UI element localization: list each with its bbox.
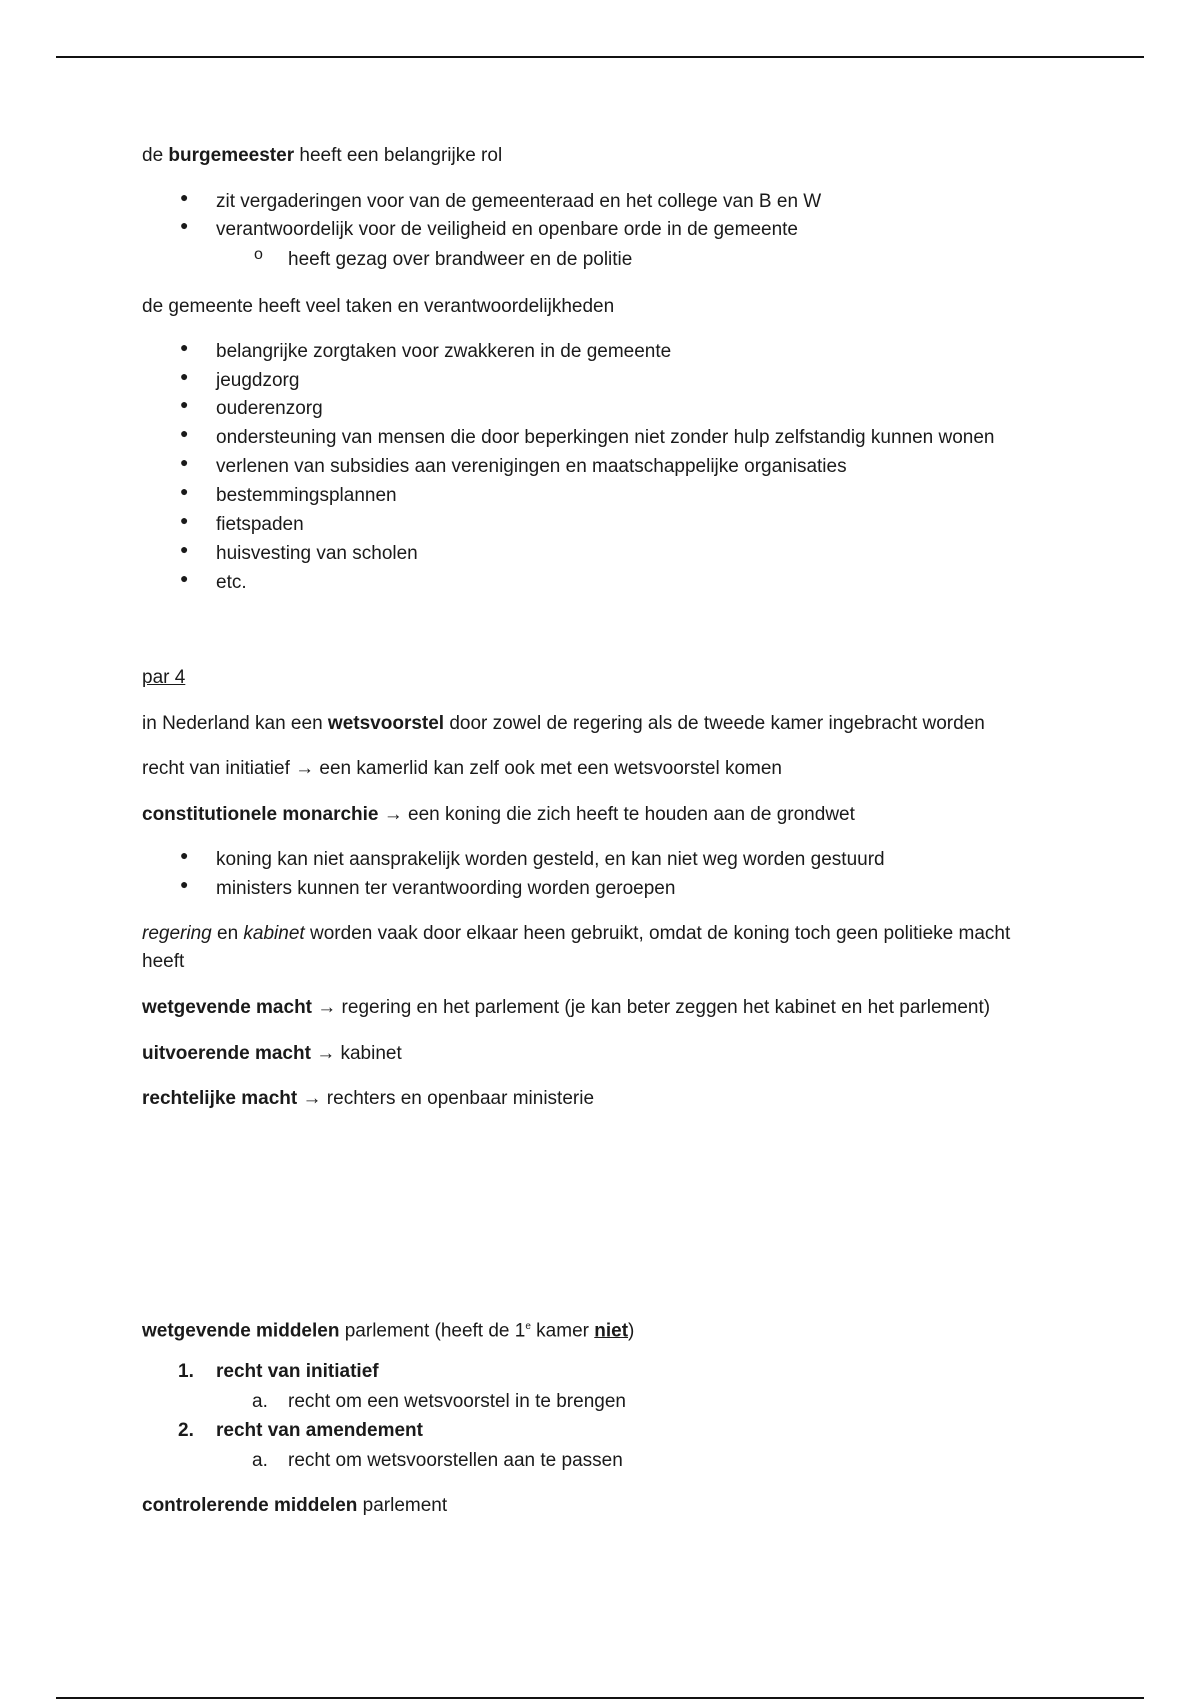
lettered-item-text: recht om wetsvoorstellen aan te passen — [288, 1450, 623, 1471]
numbered-item-label: recht van amendement — [216, 1420, 423, 1441]
paragraph-constitutionele-monarchie: constitutionele monarchie → een koning die zich heeft te houden aan de grondwet — [142, 804, 855, 825]
list-item: verantwoordelijk voor de veiligheid en openbare orde in de gemeente — [216, 219, 798, 240]
list-item: ondersteuning van mensen die door beperkingen niet zonder hulp zelfstandig kunnen wonen — [216, 427, 995, 448]
bullet-icon: ● — [180, 425, 189, 441]
paragraph-recht-van-initiatief: recht van initiatief → een kamerlid kan zelf ook met een wetsvoorstel komen — [142, 758, 782, 779]
lettered-item-letter: a. — [252, 1450, 268, 1471]
lettered-item-text: recht om een wetsvoorstel in te brengen — [288, 1391, 626, 1412]
bullet-icon: ● — [180, 483, 189, 499]
bottom-rule — [56, 1697, 1144, 1699]
bullet-icon: ● — [180, 189, 189, 205]
list-item: zit vergaderingen voor van de gemeenteraad en het college van B en W — [216, 191, 822, 212]
list-item: ouderenzorg — [216, 398, 323, 419]
bullet-icon: ● — [180, 454, 189, 470]
lettered-item-letter: a. — [252, 1391, 268, 1412]
paragraph-uitvoerende-macht: uitvoerende macht → kabinet — [142, 1043, 402, 1064]
paragraph-rechtelijke-macht: rechtelijke macht → rechters en openbaar ministerie — [142, 1088, 595, 1109]
list-item: huisvesting van scholen — [216, 543, 418, 564]
bullet-icon: ● — [180, 368, 189, 384]
bullet-icon: ● — [180, 217, 189, 233]
paragraph-regering-kabinet: regering en kabinet worden vaak door elkaar heen gebruikt, omdat de koning toch geen politieke macht heeft — [142, 923, 1011, 972]
list-item: jeugdzorg — [216, 370, 300, 391]
list-subitem: heeft gezag over brandweer en de politie — [288, 249, 633, 270]
circle-bullet-icon: o — [254, 246, 263, 263]
list-item: etc. — [216, 572, 247, 593]
bullet-icon: ● — [180, 339, 189, 355]
paragraph-wetgevende-middelen: wetgevende middelen parlement (heeft de 1e kamer niet) — [142, 1320, 635, 1342]
paragraph-wetgevende-macht: wetgevende macht → regering en het parlement (je kan beter zeggen het kabinet en het parlement) — [142, 997, 991, 1018]
top-rule — [56, 56, 1144, 58]
section-heading: par 4 — [142, 667, 186, 688]
list-item: belangrijke zorgtaken voor zwakkeren in de gemeente — [216, 341, 672, 362]
paragraph-burgemeester: de burgemeester heeft een belangrijke rol — [142, 145, 503, 166]
paragraph-wetsvoorstel: in Nederland kan een wetsvoorstel door zowel de regering als de tweede kamer ingebracht worden — [142, 713, 985, 734]
bullet-icon: ● — [180, 512, 189, 528]
bullet-icon: ● — [180, 541, 189, 557]
bullet-icon: ● — [180, 396, 189, 412]
numbered-item-label: recht van initiatief — [216, 1361, 379, 1382]
bullet-icon: ● — [180, 847, 189, 863]
numbered-item-number: 2. — [178, 1420, 194, 1441]
list-item: fietspaden — [216, 514, 304, 535]
list-item: bestemmingsplannen — [216, 485, 397, 506]
list-item: verlenen van subsidies aan verenigingen en maatschappelijke organisaties — [216, 456, 847, 477]
bullet-icon: ● — [180, 570, 189, 586]
paragraph-controlerende-middelen: controlerende middelen parlement — [142, 1495, 448, 1516]
paragraph-gemeente: de gemeente heeft veel taken en verantwoordelijkheden — [142, 296, 615, 317]
list-item: koning kan niet aansprakelijk worden gesteld, en kan niet weg worden gestuurd — [216, 849, 885, 870]
numbered-item-number: 1. — [178, 1361, 194, 1382]
list-item: ministers kunnen ter verantwoording worden geroepen — [216, 878, 676, 899]
bullet-icon: ● — [180, 876, 189, 892]
